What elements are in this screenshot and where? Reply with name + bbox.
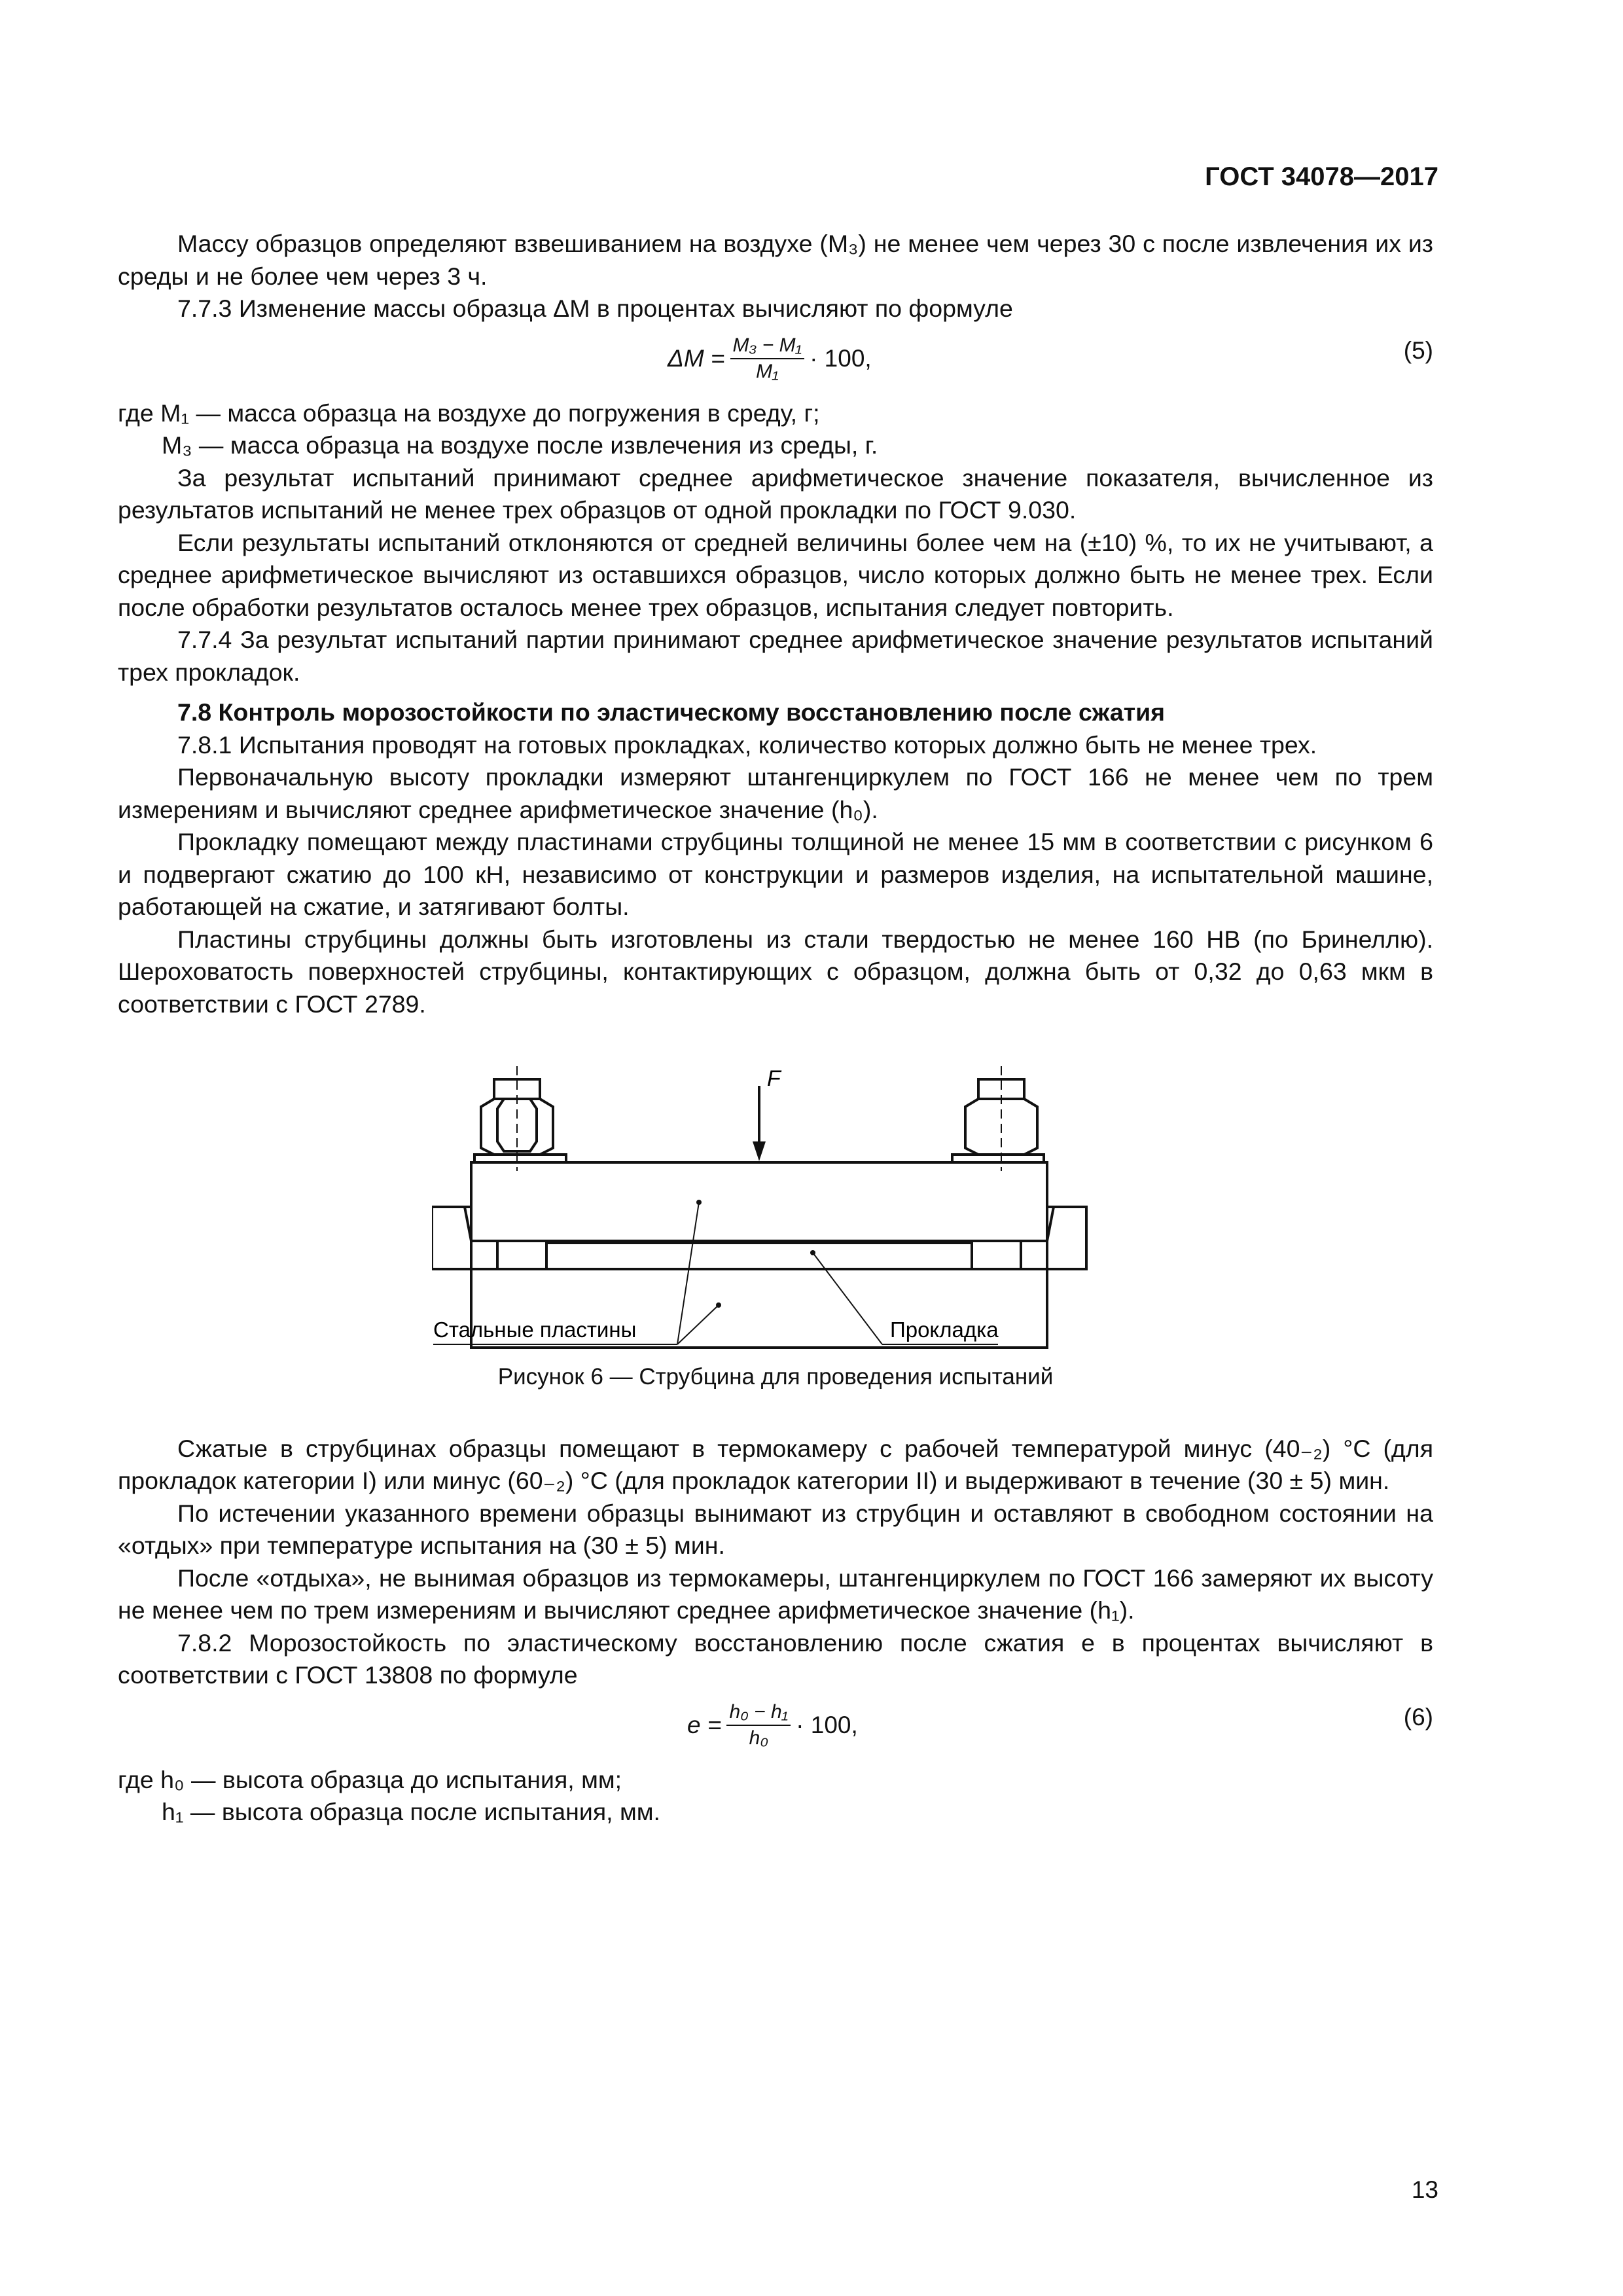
figure-6-clamp — [118, 1020, 1433, 1361]
equation-number: (5) — [1403, 336, 1433, 364]
label-steel-plates: Стальные пластины — [433, 1318, 637, 1342]
paragraph: Массу образцов определяют взвешиванием на воздухе (M₃) не менее чем через 30 с после извлечения их из среды и не более чем через 3 ч. — [118, 230, 1433, 290]
section-heading: 7.8 Контроль морозостойкости по эластическому восстановлению после сжатия — [177, 698, 1166, 726]
formula-denominator: M₁ — [756, 360, 779, 382]
paragraph: Если результаты испытаний отклоняются от средней величины более чем на (±10) %, то их не учитывают, а среднее арифметическое вычисляют из оставшихся образцов, число которых должно быть не менее трех. Если после обработки результатов осталось менее трех образцов, испытания следует повторить. — [118, 528, 1433, 621]
left-frame-edge — [432, 1207, 471, 1241]
formula-6 — [118, 1692, 1433, 1764]
paragraph: 7.7.4 За результат испытаний партии принимают среднее арифметическое значение результатов испытаний трех прокладок. — [118, 626, 1433, 686]
formula-fraction — [730, 334, 805, 383]
where-line: M₃ — масса образца на воздухе после извлечения из среды, г. — [162, 431, 878, 459]
formula-lhs: e = — [687, 1711, 722, 1738]
equation-number: (6) — [1403, 1703, 1433, 1731]
formula-numerator: h₀ − h₁ — [726, 1701, 791, 1726]
where-line: где h₀ — высота образца до испытания, мм; — [118, 1765, 622, 1793]
formula-denominator: h₀ — [749, 1727, 768, 1749]
paragraph: За результат испытаний принимают среднее арифметическое значение показателя, вычисленное из результатов испытаний не менее трех образцов от одной прокладки по ГОСТ 9.030. — [118, 463, 1433, 524]
formula-tail: · 100, — [796, 1711, 858, 1738]
formula-fraction — [726, 1701, 791, 1749]
left-spacer — [497, 1241, 546, 1269]
paragraph: По истечении указанного времени образцы вынимают из струбцин и оставляют в свободном состоянии на «отдых» при температуре испытания на (30 ± 5) мин. — [118, 1499, 1433, 1559]
paragraph: Прокладку помещают между пластинами струбцины толщиной не менее 15 мм в соответствии с рисунком 6 и подвергают сжатию до 100 кН, независимо от конструкции и размеров изделия, на испытательной машине, работающей на сжатие, и затягивают болты. — [118, 828, 1433, 920]
paragraph: После «отдыха», не вынимая образцов из термокамеры, штангенциркулем по ГОСТ 166 замеряют их высоту не менее чем по трем измерениям и вычисляют среднее арифметическое значение (h₁). — [118, 1564, 1433, 1624]
right-spacer — [972, 1241, 1021, 1269]
clamp-drawing — [432, 1033, 1119, 1361]
paragraph: Первоначальную высоту прокладки измеряют штангенциркулем по ГОСТ 166 не менее чем по трем измерениям и вычисляют среднее арифметическое значение (h₀). — [118, 763, 1433, 823]
figure-caption: Рисунок 6 — Струбцина для проведения испытаний — [497, 1364, 1054, 1390]
formula-5 — [118, 325, 1433, 397]
label-gasket: Прокладка — [890, 1318, 999, 1342]
page-number: 13 — [1411, 2176, 1438, 2203]
standard-header: ГОСТ 34078—2017 — [1205, 162, 1438, 191]
force-label: F — [767, 1066, 781, 1091]
paragraph: 7.8.1 Испытания проводят на готовых прокладках, количество которых должно быть не менее трех. — [177, 730, 1317, 759]
formula-numerator: M₃ − M₁ — [730, 334, 805, 359]
paragraph: 7.8.2 Морозостойкость по эластическому восстановлению после сжатия e в процентах вычисляют в соответствии с ГОСТ 13808 по формуле — [118, 1628, 1433, 1689]
formula-lhs: ΔM = — [668, 344, 725, 372]
force-arrowhead — [753, 1141, 766, 1161]
paragraph: 7.7.3 Изменение массы образца ΔM в процентах вычисляют по формуле — [177, 295, 1013, 322]
paragraph: Пластины струбцины должны быть изготовлены из стали твердостью не менее 160 НВ (по Бринеллю). Шероховатость поверхностей струбцины, контактирующих с образцом, должна быть от 0,32 до 0,63 мкм в соответствии с ГОСТ 2789. — [118, 925, 1433, 1018]
top-steel-plate — [471, 1162, 1047, 1241]
right-frame-edge — [1047, 1207, 1086, 1241]
formula-tail: · 100, — [810, 344, 872, 372]
where-line: h₁ — высота образца после испытания, мм. — [162, 1798, 660, 1825]
document-body — [118, 228, 1433, 1829]
where-line: где M₁ — масса образца на воздухе до погружения в среду, г; — [118, 399, 820, 427]
paragraph: Сжатые в струбцинах образцы помещают в термокамеру с рабочей температурой минус (40₋₂) °С (для прокладок категории I) или минус (60₋₂) °С (для прокладок категории II) и выдерживают в течение (30 ± 5) мин. — [118, 1434, 1433, 1494]
